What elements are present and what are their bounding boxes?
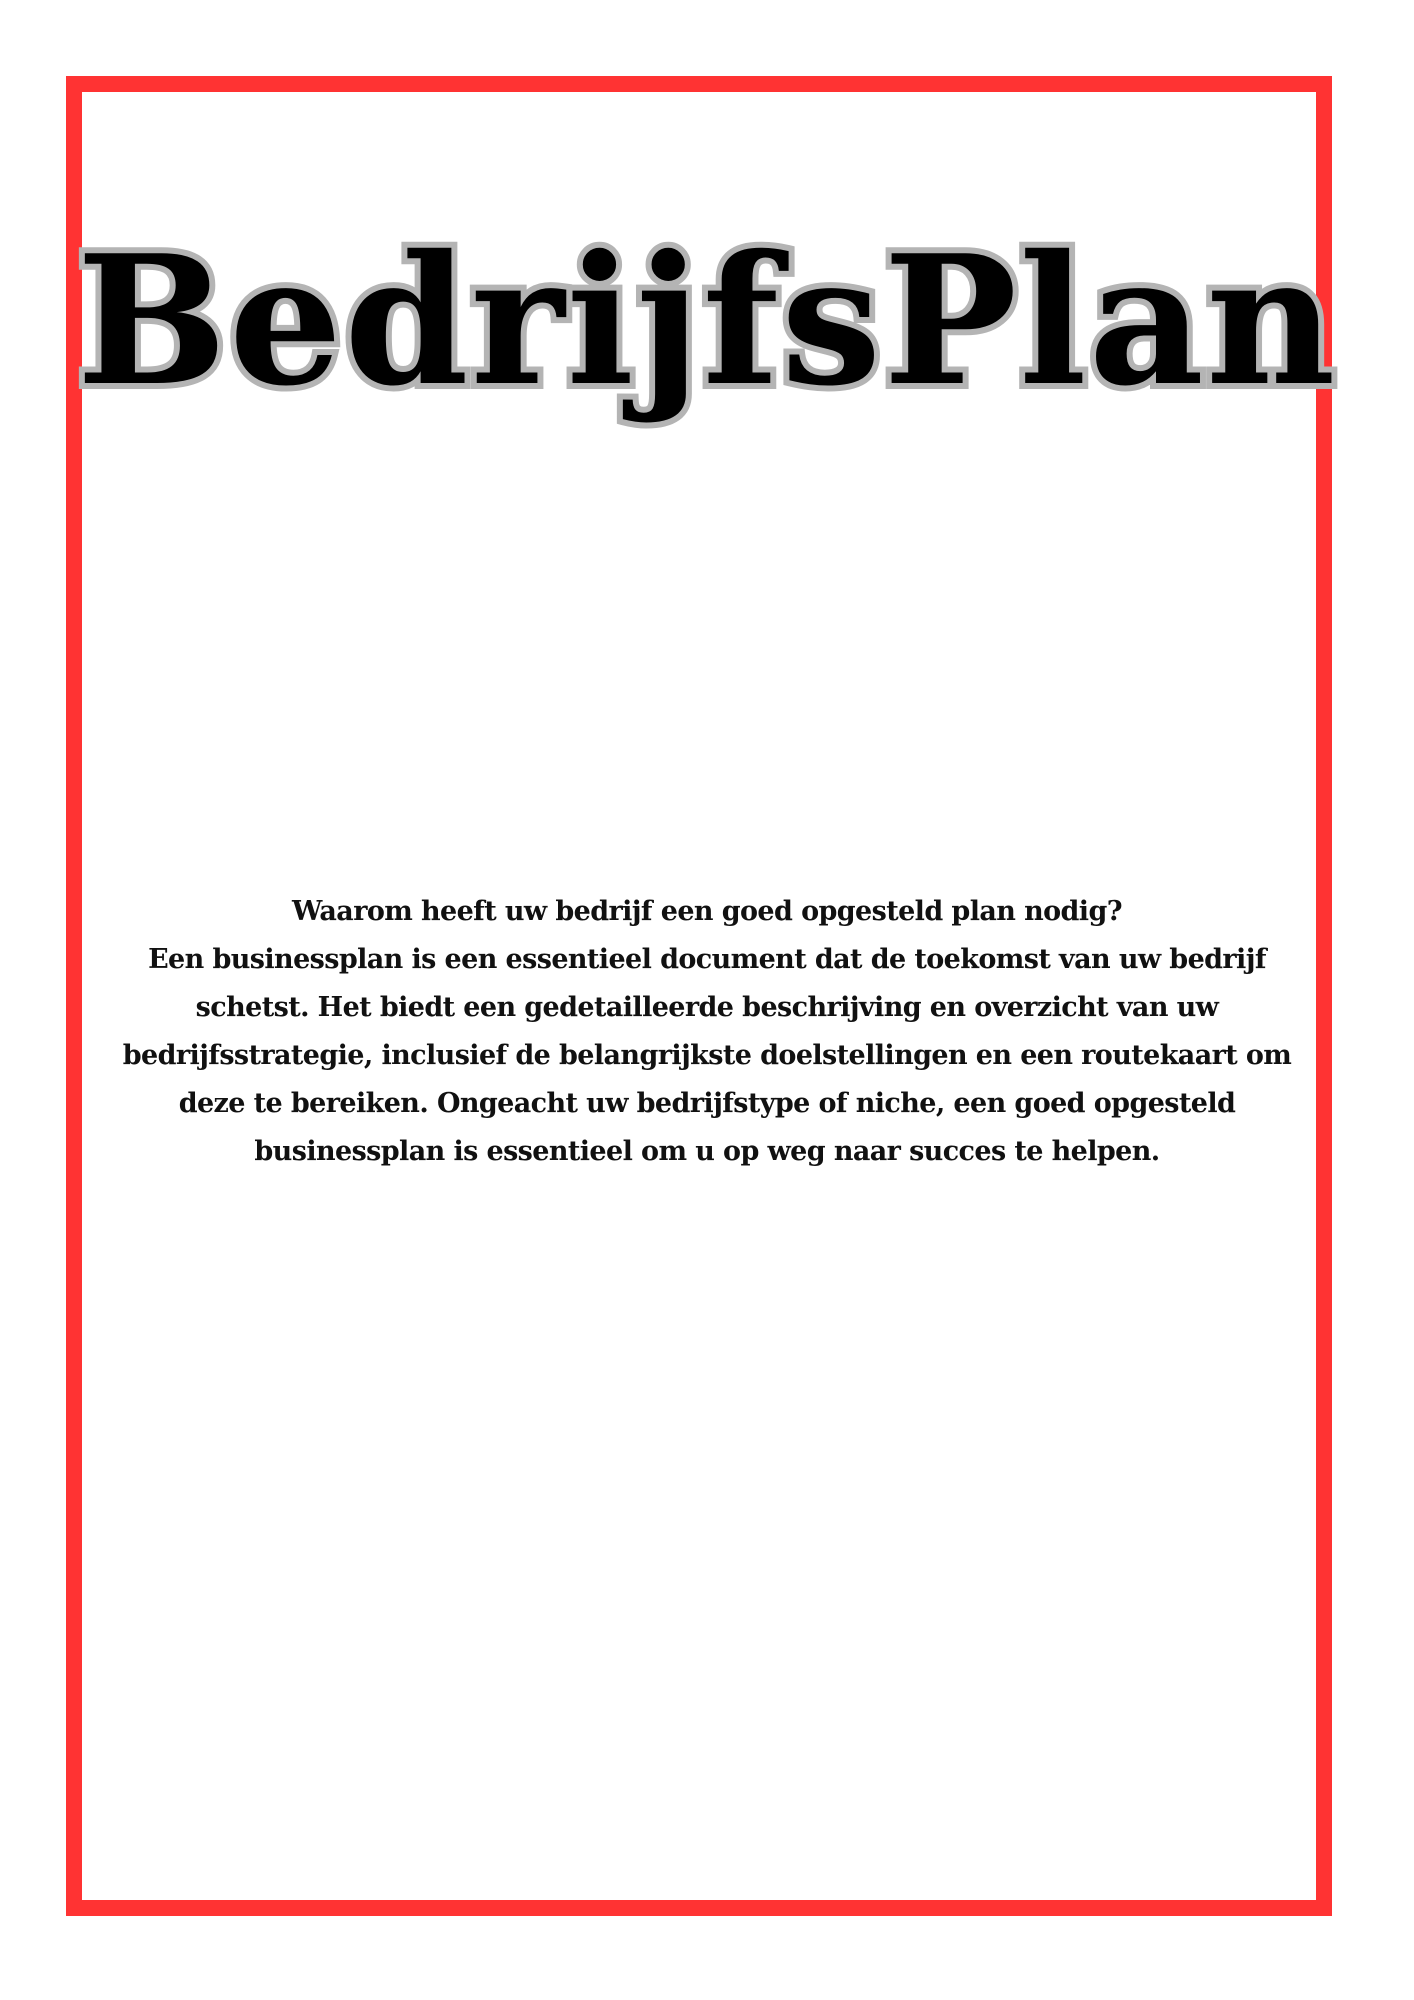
- intro-body-text: Een businessplan is een essentieel document dat de toekomst van uw bedrijf schetst. Het biedt een gedetailleerde beschrijving en overzicht van uw bedrijfsstrategie, inclusief de belangrijkste doelstellingen en een routekaart om deze te bereiken. Ongeacht uw bedrijfstype of niche, een goed opgesteld businessplan is essentieel om u op weg naar succes te helpen.: [122, 944, 1292, 1167]
- intro-section: [90, 888, 1324, 1176]
- intro-question: Waarom heeft uw bedrijf een goed opgesteld plan nodig?: [292, 896, 1122, 927]
- cover-title: BedrijfsPlan: [76, 216, 1338, 425]
